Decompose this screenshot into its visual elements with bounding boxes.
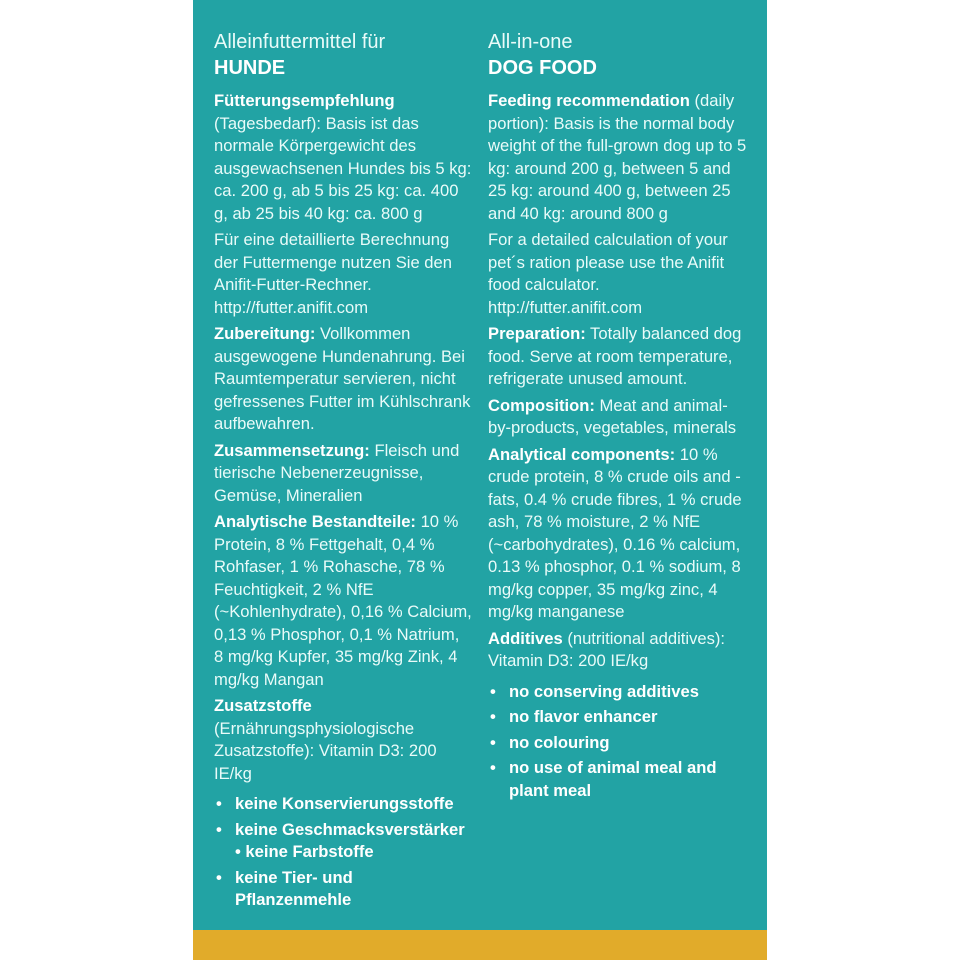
de-feeding-label: Fütterungsempfehlung: [214, 91, 395, 110]
de-prep-label: Zubereitung:: [214, 324, 316, 343]
en-additives-label: Additives: [488, 628, 563, 648]
yellow-band: [193, 930, 767, 960]
en-composition: [488, 395, 750, 440]
de-composition: [214, 440, 472, 508]
de-prep: [214, 323, 472, 436]
en-prep-label: Preparation:: [488, 324, 586, 343]
list-item: • no colouring: [488, 732, 750, 755]
bullet-icon: •: [216, 794, 222, 813]
en-url: http://futter.anifit.com: [488, 297, 643, 317]
de-subtitle: Alleinfuttermittel für: [214, 31, 386, 53]
de-analytic: [214, 511, 472, 691]
bullet-icon: •: [490, 732, 496, 752]
de-comp-label: Zusammensetzung:: [214, 440, 370, 460]
de-feeding: [214, 90, 472, 225]
column-english: [488, 30, 750, 805]
bullet-icon: •: [216, 867, 222, 887]
en-comp-text: Meat and animal-by-products, vegetables, minerals: [488, 395, 737, 437]
en-analytic: [488, 444, 750, 624]
en-additives: [488, 628, 750, 673]
bullet-icon: •: [216, 819, 222, 839]
column-german: [214, 30, 472, 915]
de-additives-text: (Ernährungsphysiologische Zusatzstoffe): Vitamin D3: 200 IE/kg: [214, 718, 437, 783]
bullet-icon: •: [490, 707, 496, 726]
de-feeding-text: (Tagesbedarf): Basis ist das normale Körpergewicht des ausgewachsenen Hundes bis 5 kg: ca. 200 g, ab 5 bis 25 kg: ca. 400 g, ab 25 bis 40 kg: ca. 800 g: [214, 113, 472, 223]
de-analytic-label: Analytische Bestandteile:: [214, 512, 416, 531]
en-additives-text: (nutritional additives): Vitamin D3: 200 IE/kg: [488, 628, 726, 670]
en-analytic-text: 10 % crude protein, 8 % crude oils and -fats, 0.4 % crude fibres, 1 % crude ash, 78 % moisture, 2 % NfE (~carbohydrates), 0.16 % calcium, 0.13 % phosphor, 0.1 % sodium, 8 mg/kg copper, 35 mg/kg zinc, 4 mg/kg manganese: [488, 444, 742, 621]
de-url: http://futter.anifit.com: [214, 297, 369, 317]
en-comp-label: Composition:: [488, 395, 595, 415]
en-analytic-label: Analytical components:: [488, 444, 676, 464]
list-item: • no conserving additives: [488, 681, 750, 704]
bullet-icon: •: [490, 758, 496, 777]
list-item: • keine Tier- und Pflanzenmehle: [216, 867, 353, 909]
en-prep-text: Totally balanced dog food. Serve at room temperature, refrigerate unused amount.: [488, 324, 742, 388]
de-additives-label: Zusatzstoffe: [214, 696, 312, 715]
de-analytic-text: 10 % Protein, 8 % Fettgehalt, 0,4 % Rohfaser, 1 % Rohasche, 78 % Feuchtigkeit, 2 % NfE (~Kohlenhydrate), 0,16 % Calcium, 0,13 % Phosphor, 0,1 % Natrium, 8 mg/kg Kupfer, 35 mg/kg Zink, 4 mg/kg Mangan: [214, 512, 472, 689]
de-prep-text: Vollkommen ausgewogene Hundenahrung. Bei Raumtemperatur servieren, nicht gefressenes Futter im Kühlschrank aufbewahren.: [214, 324, 471, 433]
de-additives: [214, 695, 472, 785]
de-comp-text: Fleisch und tierische Nebenerzeugnisse, Gemüse, Mineralien: [214, 440, 460, 505]
en-feeding: [488, 90, 750, 225]
bullet-icon: •: [490, 681, 496, 701]
list-item: • keine Konservierungsstoffe: [214, 793, 472, 816]
en-subtitle: All-in-one: [488, 31, 573, 53]
de-calc: [214, 229, 472, 319]
list-item: • no flavor enhancer: [488, 706, 750, 729]
en-feeding-text: (daily portion): Basis is the normal body weight of the full-grown dog up to 5 kg: around 200 g, between 5 and 25 kg: around 400 g, between 25 and 40 kg: around 800 g: [488, 91, 747, 223]
en-bullet-list: [488, 681, 750, 803]
de-calc-text: Für eine detaillierte Berechnung der Futtermenge nutzen Sie den Anifit-Futter-Rechner.: [214, 230, 452, 294]
list-item: • no use of animal meal and plant meal: [490, 758, 717, 800]
de-bullet-list: [214, 793, 472, 912]
label-panel: [193, 0, 767, 960]
en-calc: [488, 229, 750, 319]
en-title: DOG FOOD: [488, 57, 597, 79]
en-prep: [488, 323, 750, 391]
de-title: HUNDE: [214, 57, 286, 79]
list-item: • keine Geschmacksverstärker • keine Farbstoffe: [216, 819, 465, 861]
en-calc-text: For a detailed calculation of your pet´s ration please use the Anifit food calculator.: [488, 230, 728, 294]
en-feeding-label: Feeding recommendation: [488, 91, 690, 110]
